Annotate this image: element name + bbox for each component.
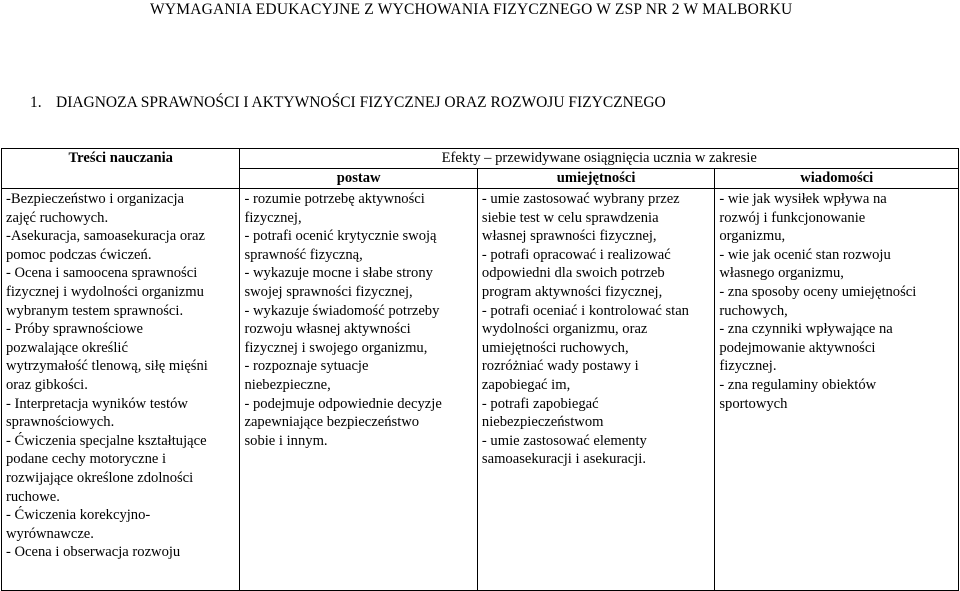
table-header-row-1 (2, 149, 959, 169)
cell-text-line: umiejętności ruchowych, (481, 339, 629, 356)
cell-text-line: zapobiegać im, (481, 376, 571, 393)
header-postaw: postaw (240, 169, 477, 189)
cell-text-line: - zna czynniki wpływające na (719, 321, 893, 338)
cell-text-line: wybranym testem sprawności. (6, 302, 184, 319)
cell-text-line: podejmowanie aktywności (719, 339, 876, 356)
cell-text-line: - rozpoznaje sytuacje (244, 358, 369, 375)
cell-text-line: - umie zastosować wybrany przez (481, 191, 680, 207)
header-efekty: Efekty – przewidywane osiągnięcia ucznia w zakresie (240, 149, 959, 169)
cell-text-line: - zna regulaminy obiektów (719, 376, 877, 393)
cell-text-line: organizmu, (719, 228, 786, 245)
cell-text-line: program aktywności fizycznej, (481, 283, 663, 300)
cell-text-line: rozwój i funkcjonowanie (719, 209, 866, 226)
cell-text-line: samoasekuracji i asekuracji. (481, 451, 647, 468)
cell-text-line: własnego organizmu, (719, 265, 844, 282)
header-umiejetnosci: umiejętności (477, 169, 714, 189)
cell-text-line: pomoc podczas ćwiczeń. (6, 246, 152, 263)
cell-text-line: - podejmuje odpowiednie decyzje (244, 395, 442, 412)
cell-text-line: - Próby sprawnościowe (6, 321, 143, 338)
cell-text-line: fizycznej. (719, 358, 777, 375)
cell-text-line: - wie jak wysiłek wpływa na (719, 191, 887, 207)
cell-text-line: rozróżniać wady postawy i (481, 358, 639, 375)
cell-text-line: - Ocena i obserwacja rozwoju (6, 544, 181, 561)
cell-text-line: siebie test w celu sprawdzenia (481, 209, 659, 226)
cell-text-line: pozwalające określić (6, 339, 128, 356)
cell-text-line: - potrafi opracować i realizować (481, 246, 671, 263)
section-heading (30, 93, 666, 113)
cell-text-line: wyrównawcze. (6, 525, 94, 542)
header-wiadomosci: wiadomości (715, 169, 959, 189)
cell-text-line: podane cechy motoryczne i (6, 451, 167, 468)
cell-text-line: wytrzymałość tlenową, siłę mięśni (6, 358, 208, 375)
cell-text-line: -Bezpieczeństwo i organizacja (6, 191, 185, 207)
cell-text-line: - rozumie potrzebę aktywności (244, 191, 425, 207)
cell-text-line: - potrafi zapobiegać (481, 395, 599, 412)
cell-umiejetnosci (477, 189, 714, 591)
section-number: 1. (30, 94, 42, 111)
cell-text-line: sprawność fizyczną, (244, 246, 363, 263)
cell-text-line: -Asekuracja, samoasekuracja oraz (6, 228, 205, 245)
cell-text-line: niebezpieczeństwom (481, 414, 604, 431)
cell-text-line: - wykazuje mocne i słabe strony (244, 265, 433, 282)
cell-text-line: rozwijające określone zdolności (6, 469, 194, 486)
cell-text-line: fizycznej, (244, 209, 302, 226)
cell-text-line: - potrafi oceniać i kontrolować stan (481, 302, 689, 319)
section-title: DIAGNOZA SPRAWNOŚCI I AKTYWNOŚCI FIZYCZNEJ ORAZ ROZWOJU FIZYCZNEGO (56, 94, 666, 111)
table-row (2, 189, 959, 591)
requirements-table (1, 148, 959, 591)
cell-text-line: oraz gibkości. (6, 376, 88, 393)
cell-text-line: - umie zastosować elementy (481, 432, 647, 449)
cell-text-line: swojej sprawności fizycznej, (244, 283, 413, 300)
cell-text-line: - Interpretacja wyników testów (6, 395, 188, 412)
cell-text-line: - Ćwiczenia specjalne kształtujące (6, 432, 207, 449)
cell-text-line: odpowiedni dla swoich potrzeb (481, 265, 665, 282)
cell-text-line: sprawnościowych. (6, 414, 115, 431)
cell-text-line: własnej sprawności fizycznej, (481, 228, 657, 245)
cell-text-line: - wie jak ocenić stan rozwoju (719, 246, 891, 263)
cell-text-line: zapewniające bezpieczeństwo (244, 414, 420, 431)
cell-text-line: ruchowe. (6, 488, 60, 505)
cell-text-line: fizycznej i wydolności organizmu (6, 283, 204, 300)
cell-postaw (240, 189, 477, 591)
cell-text-line: sportowych (719, 395, 788, 412)
cell-text-line: sobie i innym. (244, 432, 328, 449)
cell-text-line: rozwoju własnej aktywności (244, 321, 411, 338)
cell-text-line: niebezpieczne, (244, 376, 331, 393)
document-title: WYMAGANIA EDUKACYJNE Z WYCHOWANIA FIZYCZNEGO W ZSP NR 2 W MALBORKU (150, 1, 793, 18)
cell-text-line: - Ćwiczenia korekcyjno- (6, 507, 151, 524)
cell-tresci-nauczania (2, 189, 240, 591)
cell-text-line: - Ocena i samoocena sprawności (6, 265, 198, 282)
cell-text-line: zajęć ruchowych. (6, 209, 109, 226)
cell-text-line: wydolności organizmu, oraz (481, 321, 648, 338)
cell-text-line: - wykazuje świadomość potrzeby (244, 302, 440, 319)
cell-text-line: fizycznej i swojego organizmu, (244, 339, 428, 356)
cell-wiadomosci (715, 189, 959, 591)
header-tresci-nauczania: Treści nauczania (2, 149, 240, 189)
cell-text-line: - zna sposoby oceny umiejętności (719, 283, 917, 300)
cell-text-line: - potrafi ocenić krytycznie swoją (244, 228, 437, 245)
cell-text-line: ruchowych, (719, 302, 788, 319)
